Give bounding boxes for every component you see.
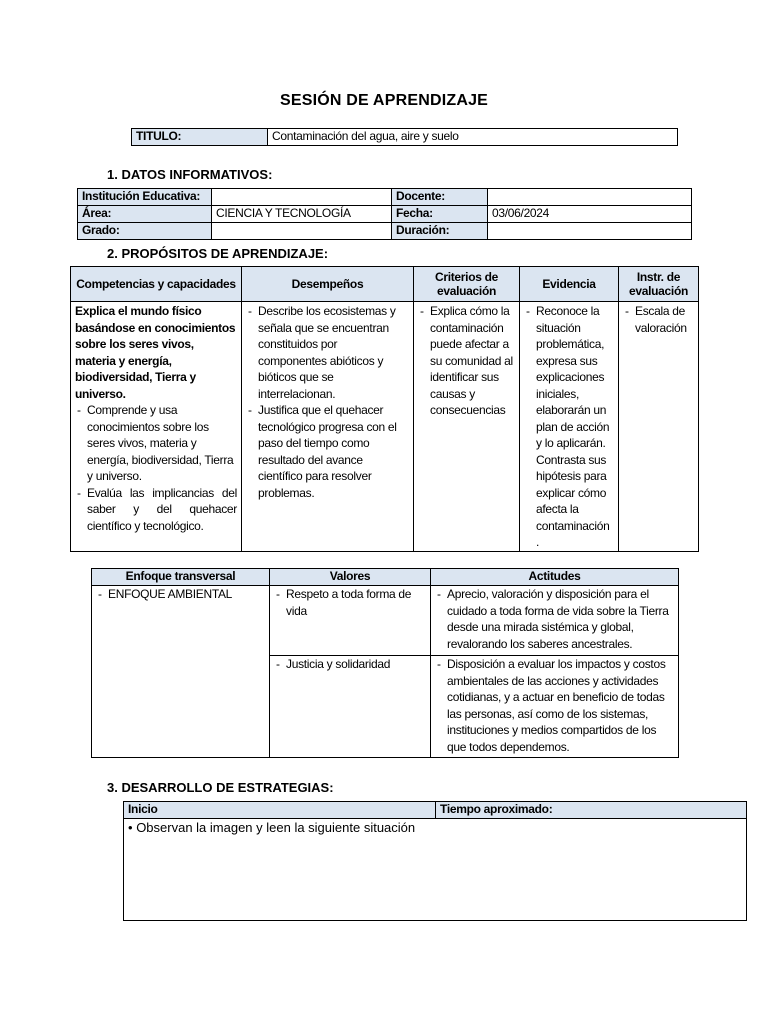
competencia-text: Explica el mundo físico basándose en conocimientos sobre los seres vivos, materia y energía, biodiversidad, Tierra y universo.	[75, 304, 236, 401]
desempenos-cell	[242, 302, 414, 552]
desempenos-list	[246, 303, 409, 501]
header-valores: Valores	[270, 569, 431, 586]
docente-label: Docente:	[392, 189, 488, 206]
criterios-cell	[414, 302, 520, 552]
bullet-icon: •	[128, 820, 133, 835]
section-propositos-heading: 2. PROPÓSITOS DE APRENDIZAJE:	[107, 246, 329, 261]
inicio-label: Inicio	[124, 802, 436, 819]
evidencia-cell	[520, 302, 619, 552]
estrategias-table	[123, 801, 747, 921]
instrumento-cell	[619, 302, 699, 552]
header-evidencia: Evidencia	[520, 267, 619, 302]
enfoque-table	[91, 568, 679, 758]
capacidades-list	[75, 402, 237, 534]
datos-table	[77, 188, 692, 240]
header-criterios: Criterios de evaluación	[414, 267, 520, 302]
area-value: CIENCIA Y TECNOLOGÍA	[212, 206, 392, 223]
institucion-label: Institución Educativa:	[78, 189, 212, 206]
fecha-value: 03/06/2024	[488, 206, 692, 223]
actitud-item: - Aprecio, valoración y disposición para el cuidado a toda forma de vida sobre la Tierra desde una mirada sistémica y global, revalorando los saberes ancestrales.	[435, 586, 674, 652]
inicio-content	[124, 819, 747, 921]
duracion-value	[488, 223, 692, 240]
docente-value	[488, 189, 692, 206]
capacidad-item: - Evalúa las implicancias del saber y del quehacer científico y tecnológico.	[75, 485, 237, 535]
institucion-value	[212, 189, 392, 206]
enfoque-name: - ENFOQUE AMBIENTAL	[96, 586, 265, 603]
titulo-value: Contaminación del agua, aire y suelo	[268, 129, 678, 146]
propositos-table	[70, 266, 699, 552]
header-enfoque: Enfoque transversal	[92, 569, 270, 586]
titulo-table	[131, 128, 678, 146]
section-estrategias-heading: 3. DESARROLLO DE ESTRATEGIAS:	[107, 780, 334, 795]
valor-item: - Justicia y solidaridad	[274, 656, 426, 673]
actitud-item: - Disposición a evaluar los impactos y costos ambientales de las acciones y actividades cotidianas, y a actuar en beneficio de todas las personas, así como de los sistemas, instituciones y medios compartidos de los que todos dependemos.	[435, 656, 674, 755]
evidencia-item: - Reconoce la situación problemática, expresa sus explicaciones iniciales, elaborarán un plan de acción y lo aplicarán. Contrasta sus hipótesis para explicar cómo afecta la contaminación .	[524, 303, 614, 551]
valor-item: - Respeto a toda forma de vida	[274, 586, 426, 619]
actitud-cell	[431, 656, 679, 758]
grado-value	[212, 223, 392, 240]
grado-label: Grado:	[78, 223, 212, 240]
desempeno-item: - Describe los ecosistemas y señala que se encuentran constituidos por componentes abióticos y bióticos que se interrelacionan.	[246, 303, 409, 402]
inicio-bullet-text: Observan la imagen y leen la siguiente situación	[136, 820, 416, 835]
tiempo-label: Tiempo aproximado:	[436, 802, 747, 819]
header-desempenos: Desempeños	[242, 267, 414, 302]
titulo-label: TITULO:	[132, 129, 268, 146]
actitud-cell	[431, 586, 679, 656]
area-label: Área:	[78, 206, 212, 223]
section-datos-heading: 1. DATOS INFORMATIVOS:	[107, 167, 273, 182]
capacidad-item: - Comprende y usa conocimientos sobre los seres vivos, materia y energía, biodiversidad, Tierra y universo.	[75, 402, 237, 485]
valor-cell	[270, 656, 431, 758]
header-actitudes: Actitudes	[431, 569, 679, 586]
instrumento-item: - Escala de valoración	[623, 303, 694, 336]
page-title: SESIÓN DE APRENDIZAJE	[279, 92, 489, 109]
duracion-label: Duración:	[392, 223, 488, 240]
valor-cell	[270, 586, 431, 656]
header-instrumento: Instr. de evaluación	[619, 267, 699, 302]
fecha-label: Fecha:	[392, 206, 488, 223]
desempeno-item: - Justifica que el quehacer tecnológico progresa con el paso del tiempo como resultado del avance científico para resolver problemas.	[246, 402, 409, 501]
enfoque-cell	[92, 586, 270, 758]
header-competencias: Competencias y capacidades	[71, 267, 242, 302]
competencia-cell	[71, 302, 242, 552]
criterio-item: - Explica cómo la contaminación puede afectar a su comunidad al identificar sus causas y consecuencias	[418, 303, 515, 419]
